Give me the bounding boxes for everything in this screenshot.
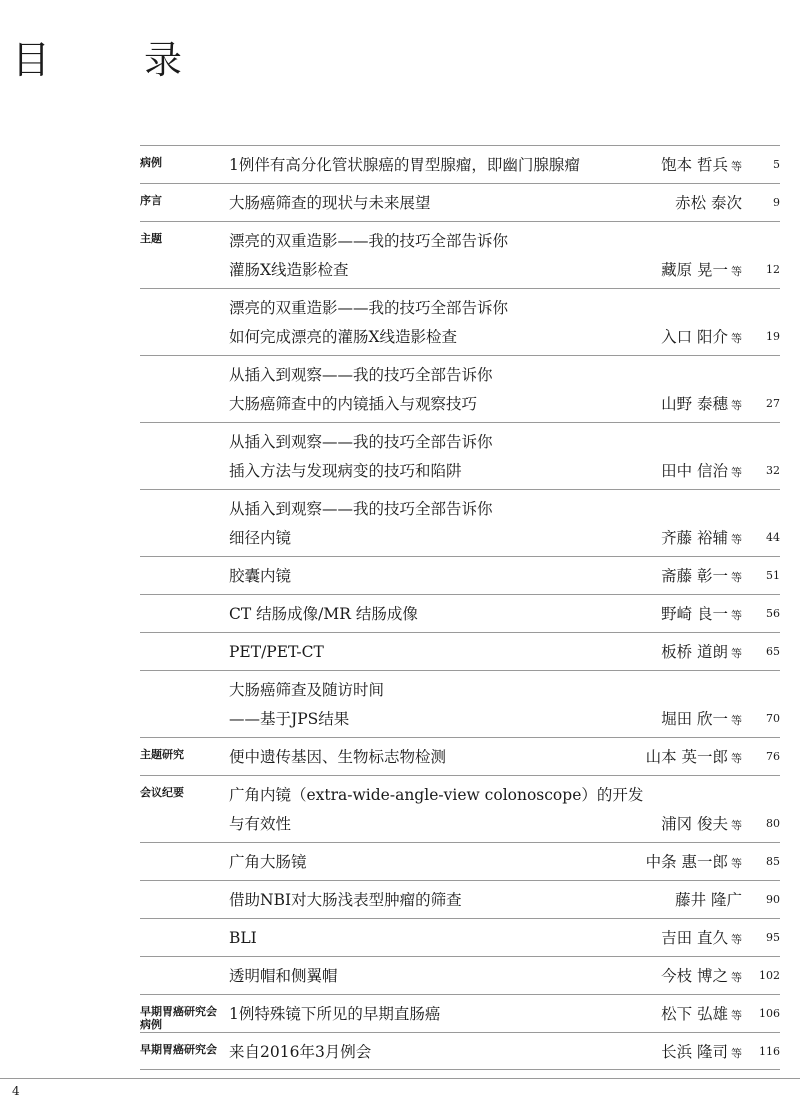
toc-page-number: 65	[766, 645, 780, 658]
toc-author-name: 齐藤 裕辅	[661, 529, 728, 547]
toc-author	[661, 709, 742, 731]
toc-author-name: 山本 英一郎	[645, 748, 728, 766]
page-title: 目 录	[12, 38, 211, 83]
toc-author-name: 板桥 道朗	[661, 643, 728, 661]
toc-author-etal: 等	[731, 971, 742, 984]
toc-page-number: 19	[766, 330, 780, 343]
toc-author-etal: 等	[731, 265, 742, 278]
toc-title-line: 如何完成漂亮的灌肠X线造影检查	[229, 328, 458, 346]
toc-title-line: 1例伴有高分化管状腺癌的胃型腺瘤，即幽门腺腺瘤	[229, 156, 580, 174]
toc-author-etal: 等	[731, 857, 742, 870]
toc-page-number: 85	[766, 855, 780, 868]
toc-author	[646, 852, 742, 874]
toc-title-line: 大肠癌筛查中的内镜插入与观察技巧	[229, 395, 478, 413]
toc-author	[661, 260, 742, 282]
toc-category-text: 序言	[140, 194, 162, 207]
toc-page-number: 9	[773, 196, 780, 209]
toc-author-name: 中条 惠一郎	[645, 853, 728, 871]
toc-entry	[140, 489, 780, 556]
toc-entry	[140, 288, 780, 355]
toc-category	[140, 1005, 226, 1031]
toc-category-text: 主题	[140, 232, 162, 245]
toc-page-number: 51	[766, 569, 780, 582]
toc-author	[661, 566, 742, 588]
toc-author-name: 饱本 哲兵	[661, 156, 728, 174]
toc-entry	[140, 994, 780, 1032]
table-of-contents	[140, 145, 780, 1070]
toc-author-etal: 等	[731, 1047, 742, 1060]
toc-title-line: 与有效性	[229, 815, 292, 833]
toc-category	[140, 786, 226, 799]
toc-category-text: 病例	[140, 1018, 162, 1031]
toc-entry	[140, 594, 780, 632]
toc-entry	[140, 221, 780, 288]
toc-title-line: 从插入到观察——我的技巧全部告诉你	[229, 433, 493, 451]
toc-title-line: 胶囊内镜	[229, 567, 292, 585]
toc-entry	[140, 670, 780, 737]
toc-category	[140, 156, 226, 169]
toc-author-etal: 等	[731, 533, 742, 546]
toc-category-text: 早期胃癌研究会	[140, 1043, 217, 1056]
toc-title-line: 大肠癌筛查的现状与未来展望	[229, 194, 431, 212]
toc-author	[661, 528, 742, 550]
toc-category-text: 早期胃癌研究会	[140, 1005, 217, 1018]
toc-page-number: 5	[773, 158, 780, 171]
toc-author-etal: 等	[731, 160, 742, 173]
toc-title-line: 漂亮的双重造影——我的技巧全部告诉你	[229, 299, 509, 317]
toc-page-number: 56	[766, 607, 780, 620]
toc-entry	[140, 956, 780, 994]
toc-page-number: 106	[759, 1007, 780, 1020]
toc-title-line: 细径内镜	[229, 529, 292, 547]
toc-author-etal: 等	[731, 933, 742, 946]
toc-entry	[140, 842, 780, 880]
toc-author-etal: 等	[731, 752, 742, 765]
toc-author-name: 藤井 隆广	[675, 891, 742, 909]
toc-author-name: 吉田 直久	[661, 929, 728, 947]
toc-author	[661, 394, 742, 416]
toc-page-number: 116	[759, 1045, 780, 1058]
toc-author-name: 藏原 晃一	[661, 261, 728, 279]
toc-author	[661, 814, 742, 836]
toc-author-etal: 等	[731, 466, 742, 479]
toc-author	[661, 461, 742, 483]
toc-category	[140, 232, 226, 245]
toc-page-number: 32	[766, 464, 780, 477]
toc-page-number: 102	[759, 969, 780, 982]
toc-category-text: 病例	[140, 156, 162, 169]
toc-author-etal: 等	[731, 819, 742, 832]
toc-title-line: 灌肠X线造影检查	[229, 261, 349, 279]
toc-entry	[140, 422, 780, 489]
toc-category-text: 会议纪要	[140, 786, 184, 799]
toc-page-number: 70	[766, 712, 780, 725]
toc-category	[140, 1043, 226, 1056]
toc-entry	[140, 880, 780, 918]
toc-author	[661, 1042, 742, 1064]
toc-title-line: 便中遗传基因、生物标志物检测	[229, 748, 447, 766]
toc-page-number: 27	[766, 397, 780, 410]
toc-title-line: 广角大肠镜	[229, 853, 307, 871]
toc-author	[661, 966, 742, 988]
toc-author-etal: 等	[731, 1009, 742, 1022]
toc-author-name: 入口 阳介	[661, 328, 728, 346]
toc-author-name: 斋藤 彰一	[661, 567, 728, 585]
toc-entry	[140, 556, 780, 594]
toc-page-number: 44	[766, 531, 780, 544]
toc-category	[140, 748, 226, 761]
toc-author-etal: 等	[731, 647, 742, 660]
toc-page-number: 80	[766, 817, 780, 830]
toc-title-line: 从插入到观察——我的技巧全部告诉你	[229, 366, 493, 384]
toc-title-line: 大肠癌筛查及随访时间	[229, 681, 385, 699]
toc-author-etal: 等	[731, 609, 742, 622]
toc-author-name: 堀田 欣一	[661, 710, 728, 728]
toc-entry	[140, 737, 780, 775]
toc-title-line: 从插入到观察——我的技巧全部告诉你	[229, 500, 493, 518]
toc-entry	[140, 632, 780, 670]
toc-title-line: 透明帽和侧翼帽	[229, 967, 338, 985]
page-number: 4	[12, 1084, 20, 1098]
toc-title-line: 借助NBI对大肠浅表型肿瘤的筛查	[229, 891, 462, 909]
toc-entry	[140, 355, 780, 422]
toc-author	[675, 193, 742, 213]
toc-author	[675, 890, 742, 910]
toc-author-name: 山野 泰穗	[661, 395, 728, 413]
toc-author	[661, 928, 742, 950]
toc-title-line: 漂亮的双重造影——我的技巧全部告诉你	[229, 232, 509, 250]
toc-author-name: 田中 信治	[661, 462, 728, 480]
toc-category	[140, 194, 226, 207]
toc-page-number: 76	[766, 750, 780, 763]
toc-author	[661, 327, 742, 349]
toc-author-name: 浦冈 俊夫	[661, 815, 728, 833]
toc-title-line: PET/PET-CT	[229, 643, 324, 661]
toc-entry	[140, 183, 780, 221]
toc-title-line: 插入方法与发现病变的技巧和陷阱	[229, 462, 462, 480]
toc-author-name: 赤松 泰次	[675, 194, 742, 212]
toc-author-name: 松下 弘雄	[661, 1005, 728, 1023]
toc-author-etal: 等	[731, 714, 742, 727]
toc-author	[661, 1004, 742, 1026]
toc-author	[661, 604, 742, 626]
toc-title-line: 来自2016年3月例会	[229, 1043, 372, 1061]
toc-page-number: 95	[766, 931, 780, 944]
toc-entry	[140, 918, 780, 956]
toc-author-etal: 等	[731, 399, 742, 412]
toc-author	[646, 747, 742, 769]
toc-author-name: 今枝 博之	[661, 967, 728, 985]
toc-title-line: ——基于JPS结果	[229, 710, 350, 728]
toc-entry	[140, 145, 780, 183]
toc-page-number: 12	[766, 263, 780, 276]
toc-author	[661, 642, 742, 664]
toc-author	[661, 155, 742, 177]
toc-entry	[140, 1032, 780, 1070]
toc-title-line: CT 结肠成像/MR 结肠成像	[229, 605, 418, 623]
toc-title-line: BLI	[229, 929, 257, 947]
toc-author-etal: 等	[731, 571, 742, 584]
toc-author-name: 长浜 隆司	[661, 1043, 728, 1061]
toc-author-name: 野崎 良一	[661, 605, 728, 623]
toc-title-line: 1例特殊镜下所见的早期直肠癌	[229, 1005, 441, 1023]
toc-entry	[140, 775, 780, 842]
toc-title-line: 广角内镜（extra-wide-angle-view colonoscope）的开发	[229, 786, 644, 804]
toc-category-text: 主题研究	[140, 748, 184, 761]
toc-author-etal: 等	[731, 332, 742, 345]
toc-page-number: 90	[766, 893, 780, 906]
footer-divider	[0, 1078, 800, 1079]
